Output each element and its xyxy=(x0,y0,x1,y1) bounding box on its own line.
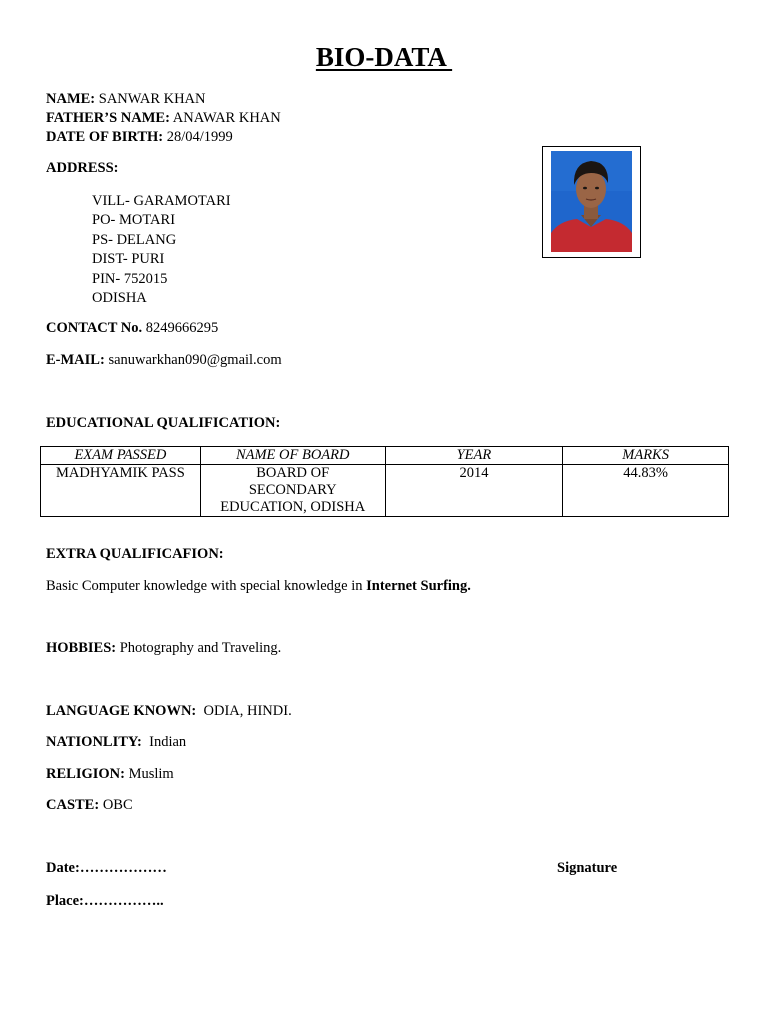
address-line: DIST- PURI xyxy=(92,251,165,268)
nationality-line xyxy=(46,734,186,751)
address-line: PO- MOTARI xyxy=(92,212,176,229)
hobbies-value: Photography and Traveling. xyxy=(116,640,282,656)
dob-line xyxy=(46,129,233,146)
extra-text: Basic Computer knowledge with special knowledge in xyxy=(46,578,367,594)
religion-value: Muslim xyxy=(124,766,174,782)
photo-image xyxy=(551,151,632,252)
extra-qualification-heading: EXTRA QUALIFICAFION: xyxy=(46,546,224,562)
cell-exam: MADHYAMIK PASS xyxy=(41,465,201,517)
religion-label: RELIGION: xyxy=(46,766,125,782)
column-header-marks: MARKS xyxy=(563,447,729,465)
contact-value: 8249666295 xyxy=(142,320,219,336)
name-value: SANWAR KHAN xyxy=(95,91,206,107)
email-line xyxy=(46,352,282,369)
cell-board xyxy=(200,465,385,517)
column-header-year: YEAR xyxy=(385,447,563,465)
address-line: PIN- 752015 xyxy=(92,270,168,287)
name-label: NAME: xyxy=(46,91,96,107)
nationality-value: Indian xyxy=(141,734,187,750)
profile-photo xyxy=(542,146,641,258)
contact-label: CONTACT No. xyxy=(46,320,143,336)
education-heading: EDUCATIONAL QUALIFICATION: xyxy=(46,415,281,431)
email-value: sanuwarkhan090@gmail.com xyxy=(104,352,282,368)
signature-label: Signature xyxy=(557,860,618,876)
language-label: LANGUAGE KNOWN: xyxy=(46,703,197,719)
date-field: Date:……………… xyxy=(46,860,167,876)
hobbies-line xyxy=(46,640,281,657)
nationality-label: NATIONLITY: xyxy=(46,734,142,750)
extra-qualification-text xyxy=(46,578,471,595)
cell-year: 2014 xyxy=(385,465,563,517)
board-line: BOARD OF xyxy=(256,465,330,481)
place-field: Place:…………….. xyxy=(46,893,164,909)
address-label: ADDRESS: xyxy=(46,160,119,176)
column-header-exam: EXAM PASSED xyxy=(41,447,201,465)
address-block xyxy=(92,192,231,308)
caste-label: CASTE: xyxy=(46,797,100,813)
board-line: EDUCATION, ODISHA xyxy=(220,499,366,515)
address-line: ODISHA xyxy=(92,290,147,307)
table-row xyxy=(41,465,729,517)
language-line xyxy=(46,703,292,720)
caste-value: OBC xyxy=(99,797,133,813)
board-line: SECONDARY xyxy=(248,482,337,498)
dob-label: DATE OF BIRTH: xyxy=(46,129,164,145)
education-table xyxy=(40,446,729,517)
hobbies-label: HOBBIES: xyxy=(46,640,117,656)
caste-line xyxy=(46,797,133,814)
language-value: ODIA, HINDI. xyxy=(196,703,292,719)
father-name-label: FATHER’S NAME: xyxy=(46,110,170,126)
column-header-board: NAME OF BOARD xyxy=(200,447,385,465)
table-header-row xyxy=(41,447,729,465)
address-line: VILL- GARAMOTARI xyxy=(92,193,231,209)
religion-line xyxy=(46,766,174,783)
extra-bold-text: Internet Surfing. xyxy=(366,578,471,594)
address-line: PS- DELANG xyxy=(92,231,177,248)
father-name-line xyxy=(46,110,281,127)
dob-value: 28/04/1999 xyxy=(163,129,233,145)
page-title: BIO-DATA xyxy=(315,42,453,72)
father-name-value: ANAWAR KHAN xyxy=(169,110,281,126)
email-label: E-MAIL: xyxy=(46,352,105,368)
contact-line xyxy=(46,320,218,337)
cell-marks: 44.83% xyxy=(563,465,729,517)
name-line xyxy=(46,91,206,108)
